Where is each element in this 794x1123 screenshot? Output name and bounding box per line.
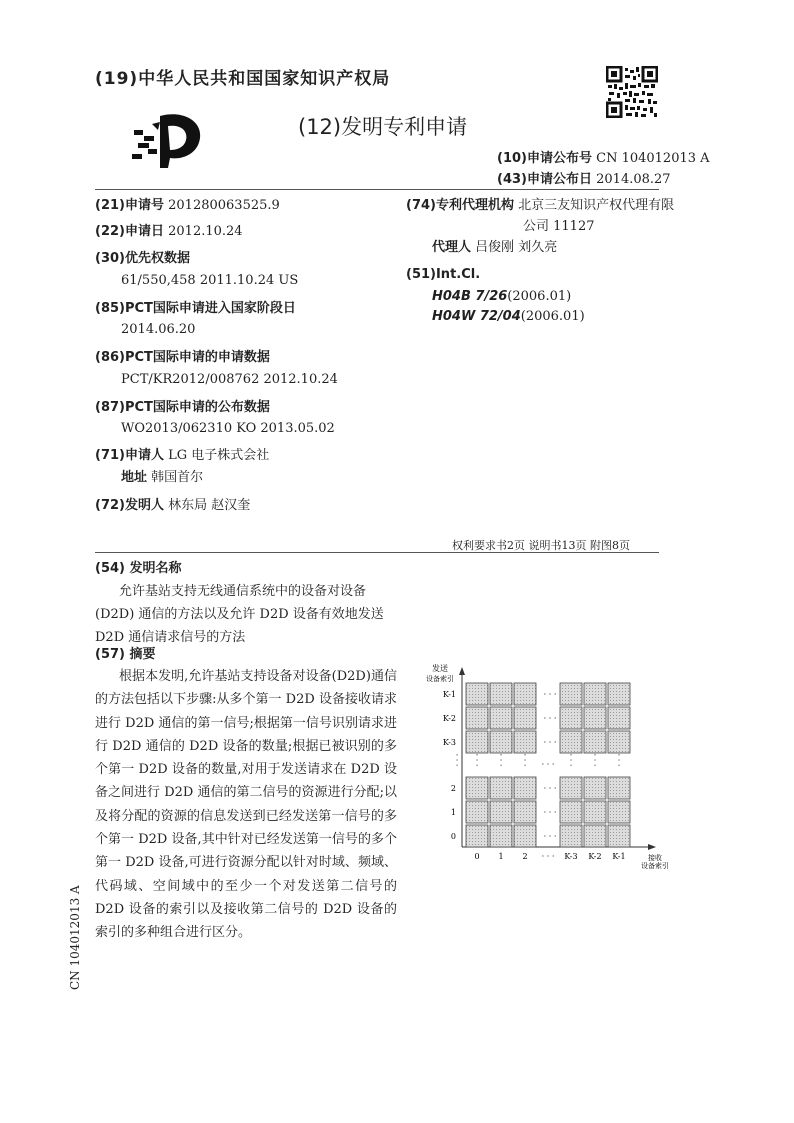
publication-number-label: (10)申请公布号 [497,151,592,166]
grid-cell [490,825,512,847]
grid-cell [514,777,536,799]
ellipsis-horizontal: · · · [543,784,557,793]
x-axis-label-1: 接收 [648,854,662,862]
grid-cell [560,731,582,753]
field-86-label: (86)PCT国际申请的申请数据 [95,350,270,365]
field-72 [95,497,250,514]
office-name: (19)中华人民共和国国家知识产权局 [95,69,391,89]
document-type: (12)发明专利申请 [298,115,468,139]
grid-cell [514,731,536,753]
ipc-2-version: (2006.01) [520,309,585,324]
ipc-2 [432,308,585,325]
grid-cell [514,683,536,705]
resource-grid-diagram [418,655,668,870]
publication-date-label: (43)申请公布日 [497,172,592,187]
ellipsis-horizontal: · · · [543,832,557,841]
grid-cell [608,683,630,705]
field-21 [95,197,280,214]
ellipsis-diagonal: · · · [541,760,555,769]
ellipsis-horizontal: · · · [543,690,557,699]
grid-cell [584,731,606,753]
y-tick-label: 2 [450,784,456,793]
ipc-2-code: H04W 72/04 [432,309,521,324]
grid-cell [560,683,582,705]
grid-cell [560,707,582,729]
grid-cell [514,707,536,729]
ellipsis-vertical: · · · [520,753,529,767]
field-22-label: (22)申请日 [95,224,164,239]
field-74-value: 北京三友知识产权代理有限 [518,198,675,213]
y-tick-label: K-3 [442,738,456,747]
ellipsis-horizontal: · · · [543,714,557,723]
ellipsis-vertical: · · · [614,753,623,767]
cnipa-logo-icon [130,108,206,170]
field-agent [432,239,557,256]
field-85-value: 2014.06.20 [121,322,196,337]
ellipsis-horizontal: · · · [543,738,557,747]
x-tick-label: K-2 [588,852,602,861]
ellipsis-horizontal: · · · [543,808,557,817]
grid-cell [608,801,630,823]
publication-date [497,171,671,188]
y-tick-label: K-1 [442,690,456,699]
field-72-value: 林东局 赵汉奎 [168,498,251,513]
grid-cell [466,777,488,799]
ellipsis-vertical: · · · [566,753,575,767]
agent-value: 吕俊刚 刘久亮 [475,240,558,255]
grid-cell [490,707,512,729]
address-label: 地址 [121,470,148,485]
abstract-body: 根据本发明,允许基站支持设备对设备(D2D)通信的方法包括以下步骤:从多个第一 D2D 设备接收请求进行 D2D 通信的第一信号;根据第一信号识别请求进行 D2D 通信的 D2D 设备的数量;根据已被识别的多个第一 D2D 设备的数量,对用于发送请求在 D2D 设备之间进行 D2D 通信的第二信号的资源进行分配;以及将分配的资源的信息发送到已经发送第一信号的多个第一 D2D 设备,其中针对已经发送第一信号的多个第一 D2D 设备,可进行资源分配以针对时域、频域、代码域、空间域中的至少一个对发送第二信号的 D2D 设备的索引以及接收第二信号的 D2D 设备的索引的多种组合进行区分。 [95,669,397,941]
publication-number-value: CN 104012013 A [596,151,710,166]
grid-cell [584,825,606,847]
field-22-value: 2012.10.24 [168,224,243,239]
grid-cell [608,825,630,847]
y-axis-label-1: 发送 [432,664,448,673]
invention-title: 允许基站支持无线通信系统中的设备对设备(D2D) 通信的方法以及允许 D2D 设备有效地发送 D2D 通信请求信号的方法 [95,584,384,645]
x-tick-label: K-3 [564,852,578,861]
abstract-label: (57) 摘要 [95,647,156,662]
ipc-1-version: (2006.01) [507,289,572,304]
field-71 [95,447,269,464]
field-85-label: (85)PCT国际申请进入国家阶段日 [95,301,296,316]
field-87-label: (87)PCT国际申请的公布数据 [95,400,270,415]
field-30-label: (30)优先权数据 [95,251,190,266]
field-71-value: LG 电子株式会社 [168,448,270,463]
field-71-label: (71)申请人 [95,448,164,463]
ipc-1-code: H04B 7/26 [432,289,508,304]
qr-code-icon [606,66,658,118]
grid-cell [608,731,630,753]
ipc-1 [432,288,571,305]
grid-cell [490,731,512,753]
ellipsis-vertical: · · · [452,753,461,767]
grid-cell [584,707,606,729]
field-address [121,469,203,486]
publication-date-value: 2014.08.27 [596,172,671,187]
x-tick-label: K-1 [612,852,626,861]
grid-cell [584,801,606,823]
field-22 [95,223,243,240]
agent-label: 代理人 [432,240,472,255]
grid-cell [466,731,488,753]
grid-cell [466,825,488,847]
ellipsis-vertical: · · · [496,753,505,767]
field-86-value: PCT/KR2012/008762 2012.10.24 [121,372,338,387]
field-21-value: 201280063525.9 [168,198,280,213]
x-tick-label: 0 [474,852,480,861]
x-tick-label: 2 [522,852,528,861]
abstract-text [95,665,397,945]
grid-cell [514,825,536,847]
x-axis-label-2: 设备索引 [641,862,668,870]
grid-cell [466,707,488,729]
field-87-value: WO2013/062310 KO 2013.05.02 [121,421,335,436]
grid-cell [490,777,512,799]
grid-cell [466,683,488,705]
y-tick-label: 0 [450,832,456,841]
side-publication-number: CN 104012013 A [68,885,82,990]
grid-cell [608,707,630,729]
pages-divider [95,552,659,553]
x-axis-arrow-icon [648,844,656,850]
grid-cell [514,801,536,823]
grid-cell [608,777,630,799]
field-74 [406,197,674,214]
grid-cell [490,683,512,705]
field-74-label: (74)专利代理机构 [406,198,514,213]
grid-cell [466,801,488,823]
grid-cell [584,777,606,799]
grid-cell [560,801,582,823]
grid-cell [560,777,582,799]
field-30-value: 61/550,458 2011.10.24 US [121,273,299,288]
publication-number [497,150,710,167]
ellipsis-vertical: · · · [472,753,481,767]
field-72-label: (72)发明人 [95,498,164,513]
x-tick-label: 1 [498,852,504,861]
x-ticks [474,852,625,861]
grid-cell [560,825,582,847]
y-tick-label: 1 [450,808,456,817]
grid-cell [490,801,512,823]
field-74-value-cont: 公司 11127 [523,219,595,234]
y-axis-label-2: 设备索引 [426,675,454,683]
field-21-label: (21)申请号 [95,198,164,213]
title-label: (54) 发明名称 [95,561,182,576]
address-value: 韩国首尔 [151,470,204,485]
x-tick-ellipsis: · · · [541,852,555,861]
y-axis-arrow-icon [459,667,465,675]
ellipsis-vertical: · · · [590,753,599,767]
y-tick-label: K-2 [442,714,456,723]
field-51-label: (51)Int.Cl. [406,267,481,282]
pages-info: 权利要求书2页 说明书13页 附图8页 [452,539,630,552]
abstract-figure [418,655,668,870]
header-divider [95,189,659,190]
grid-cell [584,683,606,705]
